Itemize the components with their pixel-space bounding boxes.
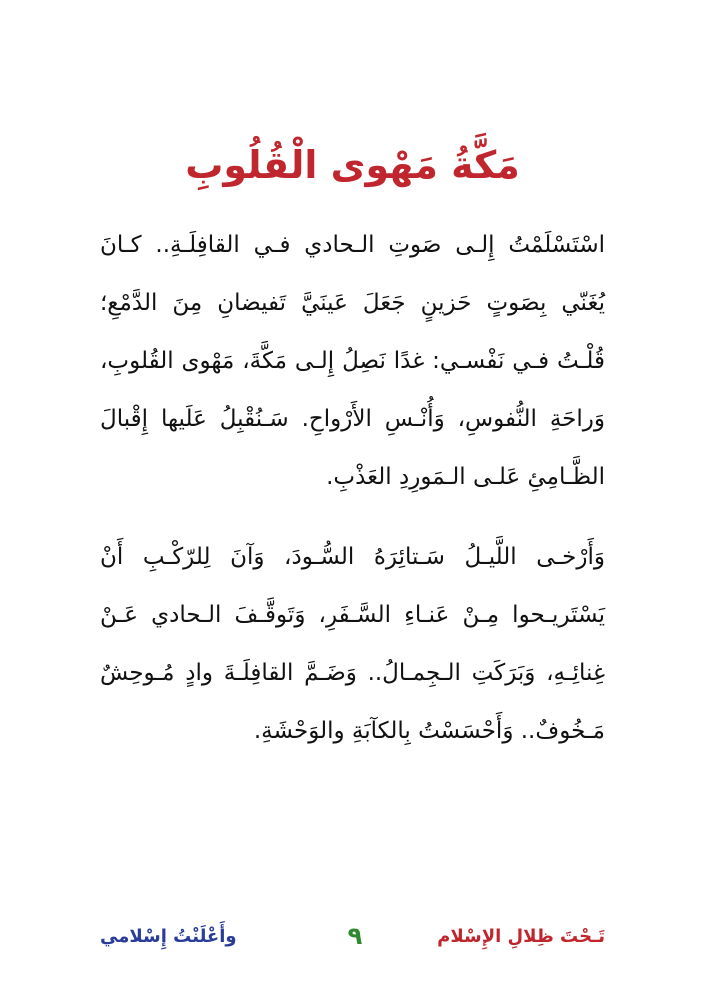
- body-text: [100, 216, 605, 760]
- footer-book-title: تَـحْتَ ظِلالِ الإِسْلام: [437, 926, 605, 947]
- footer-chapter-title: وأَعْلَنْتُ إِسْلامي: [100, 926, 237, 947]
- page-title: مَكَّةُ مَهْوى الْقُلُوبِ: [185, 143, 520, 188]
- paragraph-1: اسْتَسْلَمْتُ إِلـى صَوتِ الـحادي فـي القافِلَـةِ.. كـانَ يُغَنّي بِصَوتٍ حَزينٍ جَعَلَ عَينَيَّ تَفيضانِ مِنَ الدَّمْعِ؛ قُلْـتُ فـي نَفْسـي: غدًا نَصِلُ إِلـى مَكَّةَ، مَهْوى القُلوبِ، وَراحَةِ النُّفوسِ، وَأُنْـسِ الأَرْواحِ. سَـنُقْبِلُ عَلَيها إِقْبالَ الظَّـامِئِ عَلـى الـمَورِدِ العَذْبِ.: [100, 232, 605, 490]
- page-footer: [0, 922, 705, 962]
- page-number: ٩: [347, 922, 363, 950]
- paragraph-2: وَأَرْخـى اللَّيـلُ سَـتائِرَهُ السُّـودَ، وَآنَ لِلرّكْـبِ أَنْ يَسْتَريـحوا مِـنْ عَنـاءِ السَّـفَرِ، وَتَوقَّـفَ الـحادي عَـنْ غِنائِـهِ، وَبَرَكَتِ الـجِمـالُ.. وَضَـمَّ القافِلَـةَ وادٍ مُـوحِشٌ مَـخُوفٌ.. وَأَحْسَسْتُ بِالكآبَةِ والوَحْشَةِ.: [100, 544, 605, 744]
